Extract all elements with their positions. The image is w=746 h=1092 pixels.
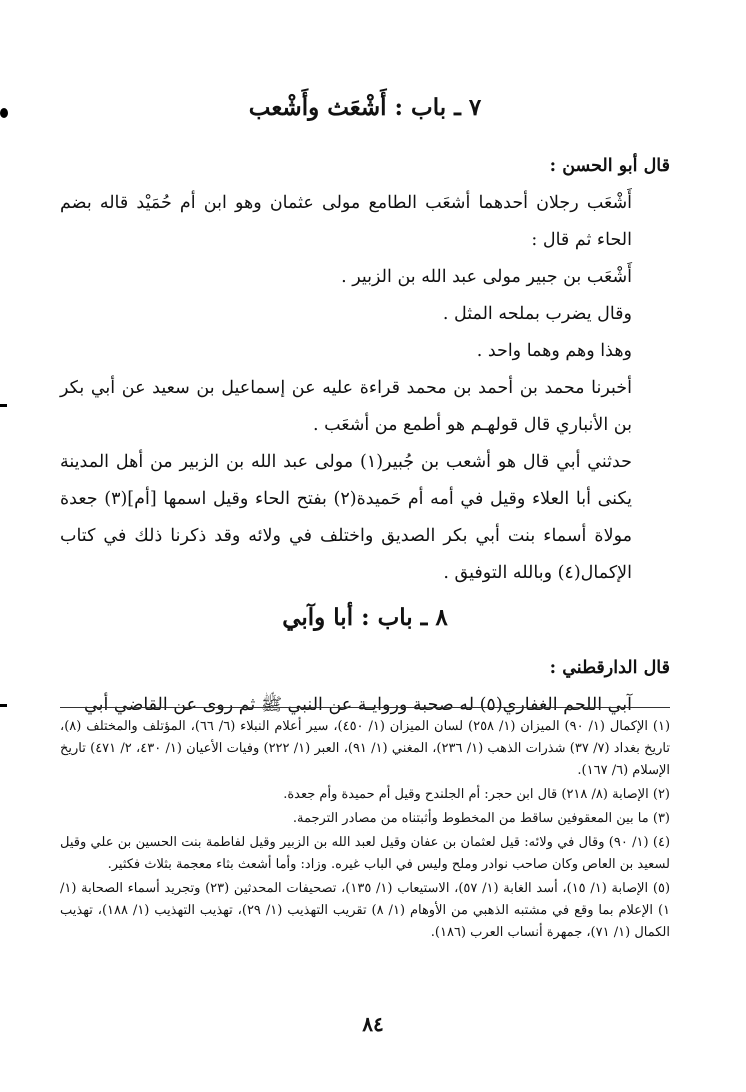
narrator-line: قال أبو الحسن :	[549, 156, 670, 177]
footnote-3: (٣) ما بين المعقوفين ساقط من المخطوط وأثبتناه من مصادر الترجمة.	[292, 811, 670, 826]
scan-mark-middle	[0, 404, 7, 407]
scan-mark-top	[0, 108, 8, 118]
page-number: ٨٤	[362, 1012, 384, 1036]
paragraph-error-note: وهذا وهم وهما واحد .	[476, 341, 632, 362]
daraqutni-line: قال الدارقطني :	[549, 658, 670, 679]
footnote-2: (٢) الإصابة (٨/ ٢١٨) قال ابن حجر: أم الجلندح وقيل أم حميدة وأم جعدة.	[283, 787, 670, 802]
scan-mark-lower	[0, 704, 7, 707]
footnotes	[60, 716, 670, 946]
chapter-title-8: ٨ ـ باب : أبا وآبي	[282, 604, 448, 632]
footnote-5: (٥) الإصابة (١/ ١٥)، أسد الغابة (١/ ٥٧)، الاستيعاب (١/ ١٣٥)، تصحيفات المحدثين (٢٣) وتجريد أسماء الصحابة (١/ ١) الإعلام بما وقع في مشتبه الذهبي من الأوهام (١/ ٨) تقريب التهذيب (١/ ٢٩)، تهذيب التهذيب (١/ ١٨٨)، تهذيب الكمال (١/ ٧١)، جمهرة أنساب العرب (١٨٦).	[60, 881, 671, 940]
paragraph-proverb: وقال يضرب بملحه المثل .	[442, 304, 632, 325]
chapter-title-7: ٧ ـ باب : أَشْعَث وأَشْعب	[248, 94, 482, 121]
footnote-4: (٤) (١/ ٩٠) وقال في ولائه: قيل لعثمان بن عفان وقيل لعبد الله بن الزبير وقيل لفاطمة بنت الحسين بن علي وقيل لسعيد بن العاص وكان صاحب نوادر وملح وليس في الباب غيره. وزاد: وأما أشعث بثاء معجمة بثلاث فكثير.	[60, 835, 671, 872]
paragraph-isnad: أخبرنا محمد بن أحمد بن محمد قراءة عليه عن إسماعيل بن سعيد عن أبي بكر بن الأنباري قال قولهـم هو أطمع من أشعَب .	[60, 378, 632, 436]
footnote-divider	[60, 707, 670, 708]
paragraph-ashab-two-men: أَشْعَب رجلان أحدهما أشعَب الطامع مولى عثمان وهو ابن أم حُمَيْد قاله بضم الحاء ثم قال :	[60, 193, 632, 251]
paragraph-father-report: حدثني أبي قال هو أشعب بن جُبير(١) مولى عبد الله بن الزبير من أهل المدينة يكنى أبا العلاء وقيل في أمه أم حَميدة(٢) بفتح الحاء وقيل اسمها [أم](٣) جعدة مولاة أسماء بنت أبي بكر الصديق واختلف في ولائه وقد ذكرنا ذلك في كتاب الإكمال(٤) وبالله التوفيق .	[60, 452, 633, 584]
page-body	[60, 80, 670, 724]
paragraph-ashab-ibn-jubayr: أَشْعَب بن جبير مولى عبد الله بن الزبير .	[341, 267, 632, 288]
paragraph-abi-al-lahm: آبي اللحم الغفاري(٥) له صحبة وروايـة عن النبي ﷺ ثم روى عن القاضي أبي	[84, 695, 632, 716]
footnote-1: (١) الإكمال (١/ ٩٠) الميزان (١/ ٢٥٨) لسان الميزان (١/ ٤٥٠)، سير أعلام النبلاء (٦/ ٦٦)، المؤتلف والمختلف (٨)، تاريخ بغداد (٧/ ٣٧) شذرات الذهب (١/ ٢٣٦)، المغني (١/ ٩١)، العبر (١/ ٢٢٢) وفيات الأعيان (١/ ٤٣٠، ٢/ ٤٧١) تاريخ الإسلام (٦/ ١٦٧).	[60, 719, 671, 778]
